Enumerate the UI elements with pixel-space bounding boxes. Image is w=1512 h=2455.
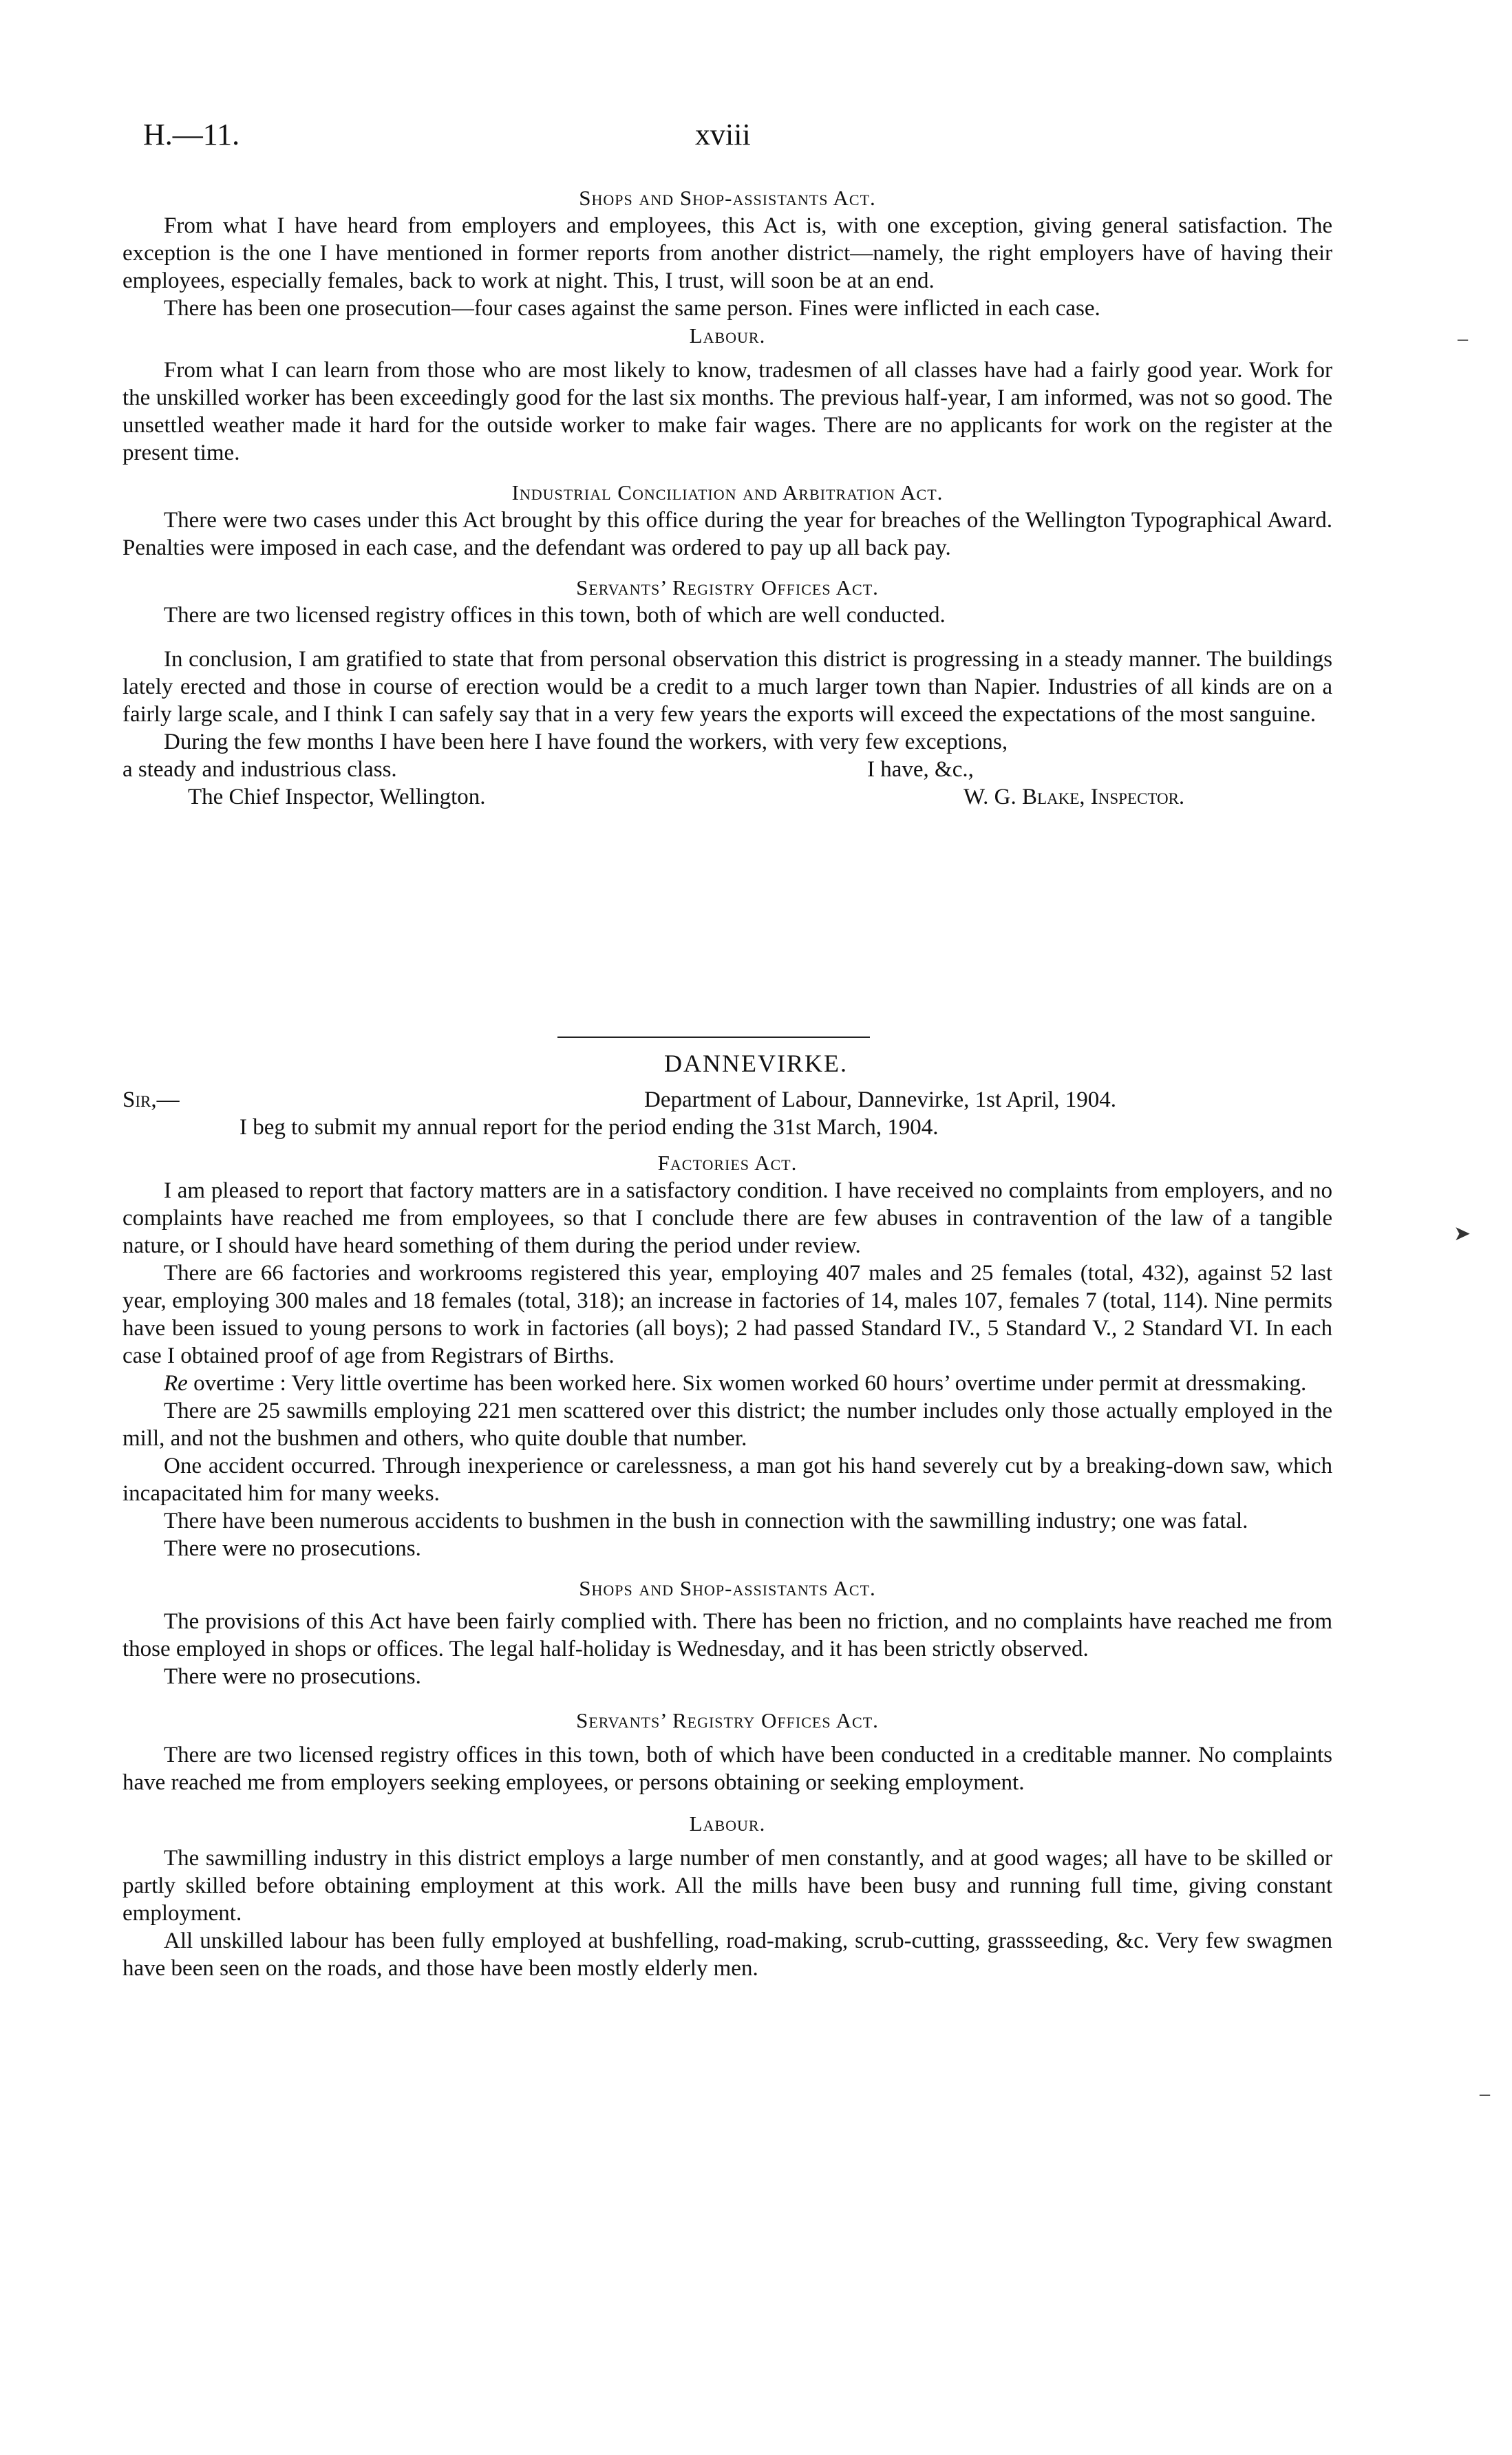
napier-labour-heading: Labour. xyxy=(689,323,766,348)
napier-shops-heading: Shops and Shop-assistants Act. xyxy=(579,186,876,210)
dannevirke-dateline: Department of Labour, Dannevirke, 1st April, 1904. xyxy=(644,1087,1117,1112)
napier-signature: W. G. Blake, Inspector. xyxy=(963,785,1185,809)
page-number: xviii xyxy=(695,118,751,151)
napier-closing-formula: I have, &c., xyxy=(867,757,974,782)
dannevirke-prosecutions-paragraph: There were no prosecutions. xyxy=(164,1536,421,1561)
dannevirke-overtime-re: Re xyxy=(164,1371,188,1396)
napier-shops-prosecution-paragraph: There has been one prosecution—four cases against the same person. Fines were inflicted in each case. xyxy=(164,296,1100,321)
dannevirke-servants-paragraph: There are two licensed registry offices in this town, both of which have been conducted in a creditable manner. No complaints have reached me from employers seeking employees, or persons obtaining or seeking employment. xyxy=(123,1743,1332,1795)
napier-report-section xyxy=(123,184,1332,811)
dannevirke-servants-heading: Servants’ Registry Offices Act. xyxy=(576,1708,879,1732)
napier-conciliation-heading: Industrial Conciliation and Arbitration Act. xyxy=(511,480,944,504)
dannevirke-overtime-paragraph xyxy=(123,1370,1332,1397)
dannevirke-salutation: Sir,— xyxy=(123,1087,180,1112)
napier-closing-line xyxy=(123,756,1332,783)
parliamentary-paper-code: H.—11. xyxy=(143,118,240,151)
napier-workers-paragraph: During the few months I have been here I have found the workers, with very few exceptions, xyxy=(164,730,1008,754)
margin-arrow-mark: ➤ xyxy=(1454,1222,1471,1245)
napier-addressee: The Chief Inspector, Wellington. xyxy=(188,785,486,809)
dannevirke-accident-paragraph: One accident occurred. Through inexperience or carelessness, a man got his hand severely cut by a breaking-down saw, which incapacitated him for many weeks. xyxy=(123,1454,1332,1506)
dannevirke-intro: I beg to submit my annual report for the period ending the 31st March, 1904. xyxy=(239,1115,939,1140)
napier-signature-line xyxy=(123,783,1332,811)
dannevirke-shops-heading: Shops and Shop-assistants Act. xyxy=(579,1576,876,1600)
dannevirke-sawmills-paragraph: There are 25 sawmills employing 221 men scattered over this district; the number includes only those actually employed in the mill, and not the bushmen and others, who quite double that number. xyxy=(123,1399,1332,1451)
dannevirke-factories-heading: Factories Act. xyxy=(657,1151,798,1175)
margin-dash-mark: – xyxy=(1480,2082,1490,2105)
margin-dash-mark: – xyxy=(1458,327,1468,350)
dannevirke-title: DANNEVIRKE. xyxy=(664,1050,848,1077)
dannevirke-factories-paragraph-2: There are 66 factories and workrooms registered this year, employing 407 males and 25 females (total, 432), against 52 last year, employing 300 males and 18 females (total, 318); an increase in factories of 14, males 107, females 7 (total, 114). Nine permits have been issued to young persons to work in factories (all boys); 2 had passed Standard IV., 5 Standard V., 2 Standard VI. In each case I obtained proof of age from Registrars of Births. xyxy=(123,1261,1332,1368)
dannevirke-salutation-line xyxy=(123,1086,1332,1114)
napier-workers-paragraph-end: a steady and industrious class. xyxy=(123,757,397,782)
section-divider-rule xyxy=(557,1037,870,1038)
dannevirke-factories-paragraph-1: I am pleased to report that factory matters are in a satisfactory condition. I have received no complaints from employers, and no complaints have reached me from employees, so that I conclude there are few abuses in contravention of the law of a tangible nature, or I should have heard something of them during the period under review. xyxy=(123,1178,1332,1258)
dannevirke-shops-prosecutions: There were no prosecutions. xyxy=(164,1664,421,1689)
napier-conclusion-paragraph: In conclusion, I am gratified to state that from personal observation this district is progressing in a steady manner. The buildings lately erected and those in course of erection would be a credit to a much larger town than Napier. Industries of all kinds are on a fairly large scale, and I think I can safely say that in a very few years the exports will exceed the expectations of the most sanguine. xyxy=(123,647,1332,727)
dannevirke-labour-paragraph-1: The sawmilling industry in this district employs a large number of men constantly, and at good wages; all have to be skilled or partly skilled before obtaining employment at this work. All the mills have been busy and running full time, giving constant employment. xyxy=(123,1846,1332,1926)
napier-servants-heading: Servants’ Registry Offices Act. xyxy=(576,575,879,599)
napier-conciliation-paragraph: There were two cases under this Act brought by this office during the year for breaches of the Wellington Typographical Award. Penalties were imposed in each case, and the defendant was ordered to pay up all back pay. xyxy=(123,508,1332,560)
napier-shops-paragraph: From what I have heard from employers and employees, this Act is, with one exception, giving general satisfaction. The exception is the one I have mentioned in former reports from another district—namely, the right employers have of having their employees, especially females, back to work at night. This, I trust, will soon be at an end. xyxy=(123,213,1332,293)
napier-labour-paragraph: From what I can learn from those who are most likely to know, tradesmen of all classes have had a fairly good year. Work for the unskilled worker has been exceedingly good for the last six months. The previous half-year, I am informed, was not so good. The unsettled weather made it hard for the outside worker to make fair wages. There are no applicants for work on the register at the present time. xyxy=(123,358,1332,465)
dannevirke-shops-paragraph: The provisions of this Act have been fairly complied with. There has been no friction, and no complaints have reached me from those employed in shops or offices. The legal half-holiday is Wednesday, and it has been strictly observed. xyxy=(123,1609,1332,1661)
dannevirke-overtime-text: overtime : Very little overtime has been worked here. Six women worked 60 hours’ overtime under permit at dressmaking. xyxy=(193,1371,1307,1396)
napier-servants-paragraph: There are two licensed registry offices in this town, both of which are well conducted. xyxy=(164,603,946,628)
dannevirke-labour-heading: Labour. xyxy=(689,1811,766,1836)
dannevirke-bushmen-paragraph: There have been numerous accidents to bushmen in the bush in connection with the sawmilling industry; one was fatal. xyxy=(164,1509,1248,1533)
dannevirke-labour-paragraph-2: All unskilled labour has been fully employed at bushfelling, road-making, scrub-cutting, grassseeding, &c. Very few swagmen have been seen on the roads, and those have been mostly elderly men. xyxy=(123,1928,1332,1981)
dannevirke-report-section xyxy=(123,1086,1332,1982)
